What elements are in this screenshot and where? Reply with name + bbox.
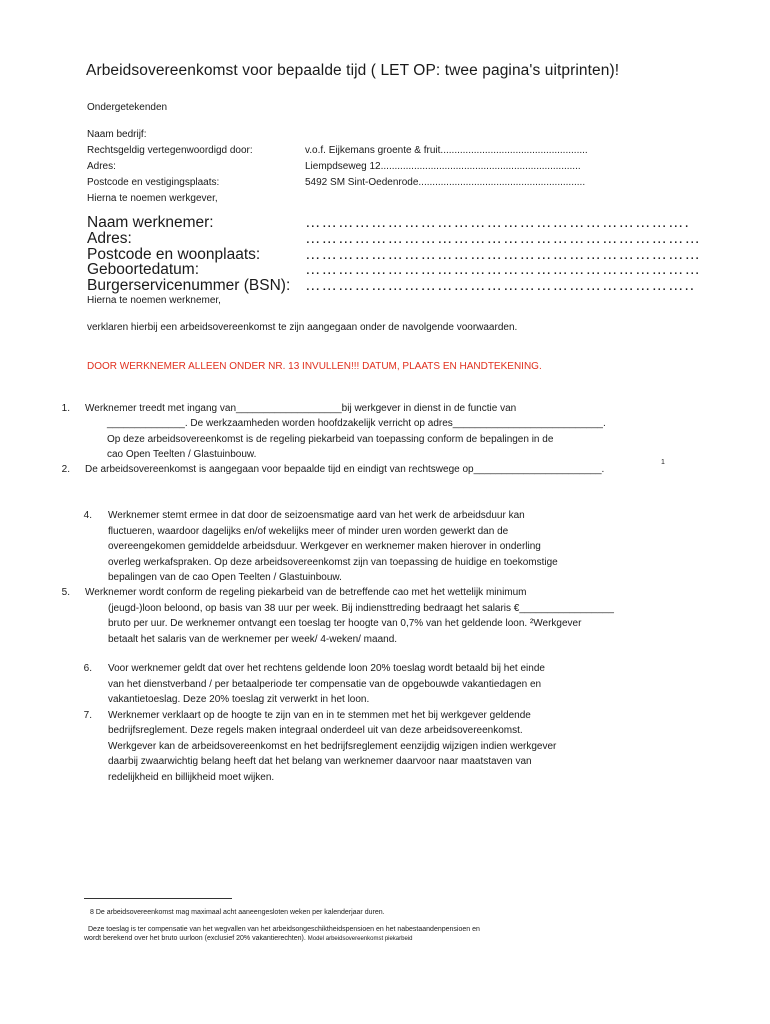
employer-postcode-label: Postcode en vestigingsplaats: xyxy=(87,177,220,188)
article-line: redelijkheid en billijkheid moet wijken. xyxy=(108,772,275,783)
birthdate-label: Geboortedatum: xyxy=(87,261,200,278)
article-line: Voor werknemer geldt dat over het rechtens geldende loon 20% toeslag wordt betaald bij het einde xyxy=(108,663,545,674)
employer-note: Hierna te noemen werkgever, xyxy=(87,193,218,204)
employee-address-label: Adres: xyxy=(87,230,132,247)
employee-postcode-label: Postcode en woonplaats: xyxy=(87,246,261,263)
article-line: ______________. De werkzaamheden worden hoofdzakelijk verricht op adres___________________________. xyxy=(107,418,606,429)
employee-name-field[interactable]: ……………………………………………………………. xyxy=(305,214,690,231)
footnote-2-line-2 xyxy=(84,935,412,944)
employee-note: Hierna te noemen werknemer, xyxy=(87,295,221,306)
representative-value: v.o.f. Eijkemans groente & fruit..................................................... xyxy=(305,145,588,156)
article-line: betaalt het salaris van de werknemer per week/ 4-weken/ maand. xyxy=(108,634,398,645)
employee-postcode-field[interactable]: ……………………………………………………………… xyxy=(305,246,701,263)
article-line: Op deze arbeidsovereenkomst is de regeling piekarbeid van toepassing conform de bepalingen in de xyxy=(107,434,554,445)
model-tag: Model arbeidsovereenkomst piekarbeid xyxy=(307,936,413,942)
article-line: Werkgever kan de arbeidsovereenkomst en het bedrijfsreglement eenzijdig wijzigen indien werkgever xyxy=(108,741,557,752)
employee-address-field[interactable]: ……………………………………………………………… xyxy=(305,230,701,247)
article-line: Werknemer treedt met ingang van___________________bij werkgever in dienst in de functie van xyxy=(85,403,517,414)
employer-postcode-value: 5492 SM Sint-Oedenrode............................................................ xyxy=(305,177,586,188)
article-number: 4. xyxy=(83,510,92,521)
article-number: 2. xyxy=(61,464,70,475)
footnote-1: 8 De arbeidsovereenkomst mag maximaal acht aaneengesloten weken per kalenderjaar duren. xyxy=(90,909,385,916)
article-number: 6. xyxy=(83,663,92,674)
article-line: bepalingen van de cao Open Teelten / Glastuinbouw. xyxy=(108,572,342,583)
company-name-label: Naam bedrijf: xyxy=(87,129,147,140)
article-line: daarbij zwaarwichtig belang heeft dat het belang van werknemer daarvoor naar maatstaven van xyxy=(108,756,532,767)
intro-text: verklaren hierbij een arbeidsovereenkomst te zijn aangegaan onder de navolgende voorwaarden. xyxy=(87,322,518,333)
article-line: (jeugd-)loon beloond, op basis van 38 uur per week. Bij indiensttreding bedraagt het salaris €_________________ xyxy=(108,603,614,614)
employer-address-value: Liempdseweg 12........................................................................ xyxy=(305,161,581,172)
article-line: bruto per uur. De werknemer ontvangt een toeslag ter hoogte van 0,7% van het geldende loon. ²Werkgever xyxy=(108,618,582,629)
footnote-ref-1: 1 xyxy=(661,459,665,466)
article-line: overeengekomen gemiddelde arbeidsduur. Werkgever en werknemer maken hierover in onderling xyxy=(108,541,541,552)
article-line: vakantietoeslag. Deze 20% toeslag zit verwerkt in het loon. xyxy=(108,694,370,705)
birthdate-field[interactable]: ……………………………………………………………… xyxy=(305,261,701,278)
article-line: van het dienstverband / per betaalperiode ter compensatie van de opgebouwde vakantiedagen en xyxy=(108,679,542,690)
bsn-label: Burgerservicenummer (BSN): xyxy=(87,277,291,294)
article-line: cao Open Teelten / Glastuinbouw. xyxy=(107,449,257,460)
warning-text: DOOR WERKNEMER ALLEEN ONDER NR. 13 INVULLEN!!! DATUM, PLAATS EN HANDTEKENING. xyxy=(87,361,542,372)
article-line: Werknemer wordt conform de regeling piekarbeid van de betreffende cao met het wettelijk minimum xyxy=(85,587,527,598)
document-title: Arbeidsovereenkomst voor bepaalde tijd ( LET OP: twee pagina's uitprinten)! xyxy=(86,62,620,79)
article-line: De arbeidsovereenkomst is aangegaan voor bepaalde tijd en eindigt van rechtswege op_______________________. xyxy=(85,464,605,475)
employer-address-label: Adres: xyxy=(87,161,116,172)
article-number: 1. xyxy=(61,403,70,414)
employee-name-label: Naam werknemer: xyxy=(87,214,214,231)
ondergetekenden-label: Ondergetekenden xyxy=(87,102,168,113)
footnote-2-line-1: Deze toeslag is ter compensatie van het wegvallen van het arbeidsongeschiktheidspensioen en het nabestaandenpensioen en xyxy=(88,926,480,933)
article-line: Werknemer verklaart op de hoogte te zijn van en in te stemmen met het bij werkgever geldende xyxy=(108,710,531,721)
article-line: Werknemer stemt ermee in dat door de seizoensmatige aard van het werk de arbeidsduur kan xyxy=(108,510,525,521)
article-line: fluctueren, waardoor dagelijks en/of wekelijks meer of minder uren worden gewerkt dan de xyxy=(108,526,509,537)
footnote-2-text: wordt berekend over het bruto uurloon (exclusief 20% vakantierechten). xyxy=(84,935,306,942)
article-line: overleg werkafspraken. Op deze arbeidsovereenkomst zijn van toepassing de huidige en toekomstige xyxy=(108,557,558,568)
footnote-divider xyxy=(84,898,232,899)
article-number: 5. xyxy=(61,587,70,598)
representative-label: Rechtsgeldig vertegenwoordigd door: xyxy=(87,145,253,156)
bsn-field[interactable]: …………………………………………………………….. xyxy=(305,277,696,294)
article-line: bedrijfsreglement. Deze regels maken integraal onderdeel uit van deze arbeidsovereenkomst. xyxy=(108,725,523,736)
article-number: 7. xyxy=(83,710,92,721)
